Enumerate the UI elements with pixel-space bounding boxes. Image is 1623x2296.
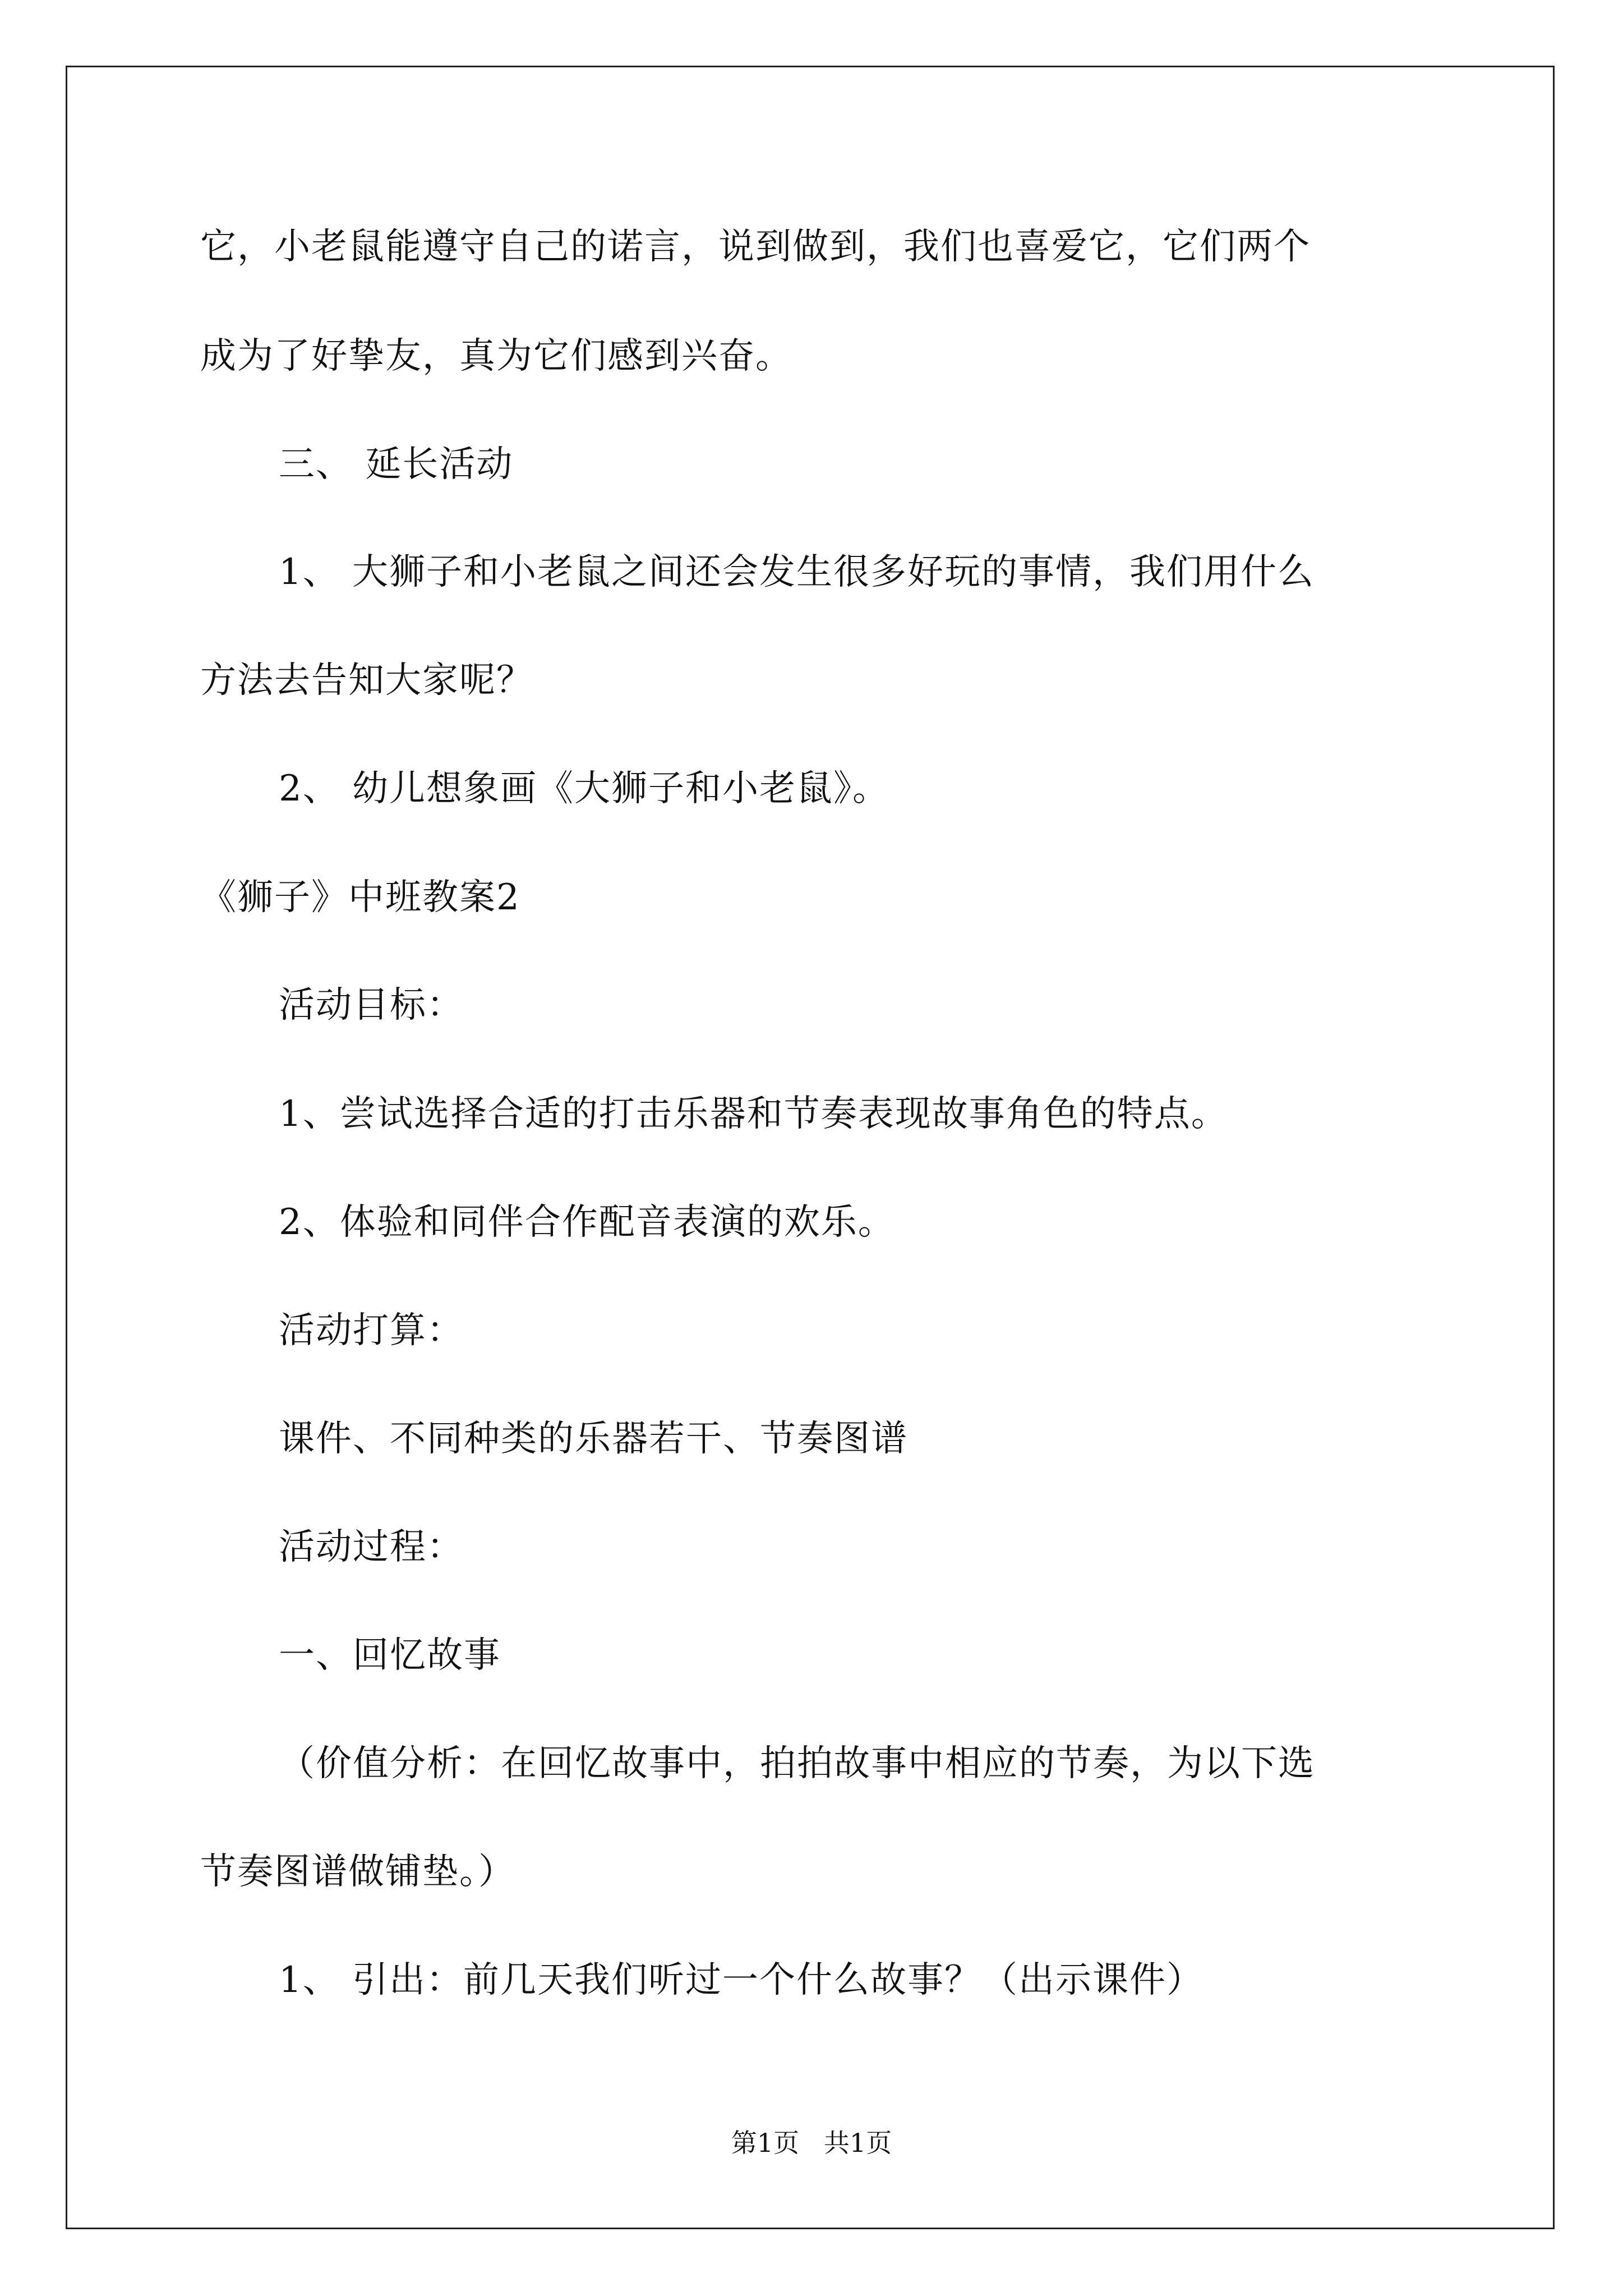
section-heading: 活动过程： — [279, 1526, 464, 1568]
page-footer: 第1页 共1页 — [731, 2128, 892, 2158]
section-heading: 活动打算： — [279, 1310, 464, 1351]
list-item: 2、 幼儿想象画《大狮子和小老鼠》。 — [279, 768, 890, 809]
list-item: 1、 引出：前几天我们听过一个什么故事？（出示课件） — [279, 1959, 1204, 2001]
body-text-line: 节奏图谱做铺垫。） — [200, 1851, 515, 1893]
body-text-line: 成为了好挚友，真为它们感到兴奋。 — [200, 335, 792, 377]
list-item: 1、 大狮子和小老鼠之间还会发生很多好玩的事情，我们用什么 — [279, 551, 1315, 593]
page-border — [66, 66, 1555, 2229]
section-heading: 活动目标： — [279, 984, 464, 1026]
section-heading: 三、 延长活动 — [279, 444, 514, 485]
body-text-line: 课件、不同种类的乐器若干、节奏图谱 — [279, 1418, 908, 1460]
list-item: 2、体验和同伴合作配音表演的欢乐。 — [279, 1202, 895, 1243]
body-text-line: 它，小老鼠能遵守自己的诺言，说到做到，我们也喜爱它，它们两个 — [200, 226, 1311, 268]
body-text-line: 方法去告知大家呢？ — [200, 660, 533, 701]
list-item: 1、尝试选择合适的打击乐器和节奏表现故事角色的特点。 — [279, 1093, 1228, 1135]
section-heading: 一、回忆故事 — [279, 1635, 501, 1676]
body-text-line: （价值分析：在回忆故事中，拍拍故事中相应的节奏，为以下选 — [279, 1743, 1315, 1784]
document-title: 《狮子》中班教案2 — [200, 877, 520, 918]
